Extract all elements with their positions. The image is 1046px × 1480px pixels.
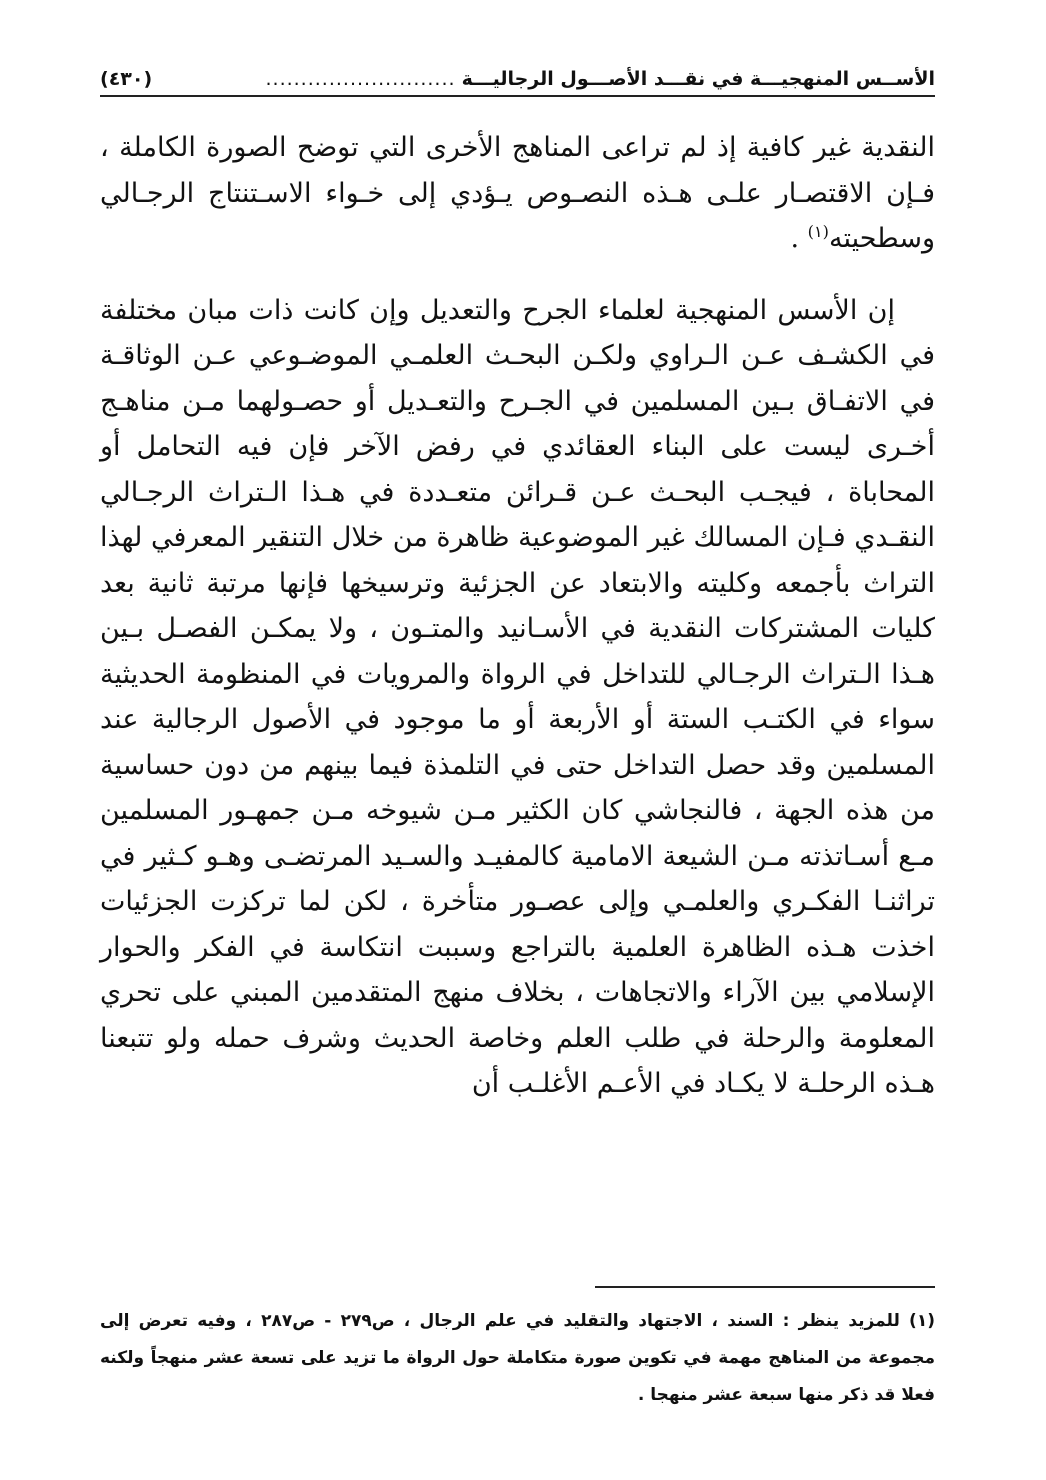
paragraph-1-text: النقدية غير كافية إذ لم تراعى المناهج الأخرى التي توضح الصورة الكاملة ، فـإن الاقتصـار علـى هـذه النصـوص يـؤدي إلى خـواء الاسـتنتاج الرجـالي وسطحيته [100, 132, 935, 254]
paragraph-1-end: . [790, 223, 808, 254]
running-header [100, 50, 935, 90]
paragraph-2: إن الأسس المنهجية لعلماء الجرح والتعديل وإن كانت ذات مبان مختلفة في الكشـف عـن الـراوي ولكـن البحـث العلمـي الموضـوعي عـن الوثاقـة في الاتفـاق بـين المسلمين في الجـرح والتعـديل أو حصـولهما مـن مناهـج أخـرى ليست على البناء العقائدي في رفض الآخر فإن فيه التحامل أو المحاباة ، فيجـب البحـث عـن قـرائن متعـددة في هـذا الـتراث الرجـالي النقـدي فـإن المسالك غير الموضوعية ظاهرة من خلال التنقير المعرفي لهذا التراث بأجمعه وكليته والابتعاد عن الجزئية وترسيخها فإنها مرتبة ثانية بعد كليات المشتركات النقدية في الأسـانيد والمتـون ، ولا يمكـن الفصـل بـين هـذا الـتراث الرجـالي للتداخل في الرواة والمرويات في المنظومة الحديثية سواء في الكتـب الستة أو الأربعة أو ما موجود في الأصول الرجالية عند المسلمين وقد حصل التداخل حتى في التلمذة فيما بينهم من دون حساسية من هذه الجهة ، فالنجاشي كان الكثير مـن شيوخه مـن جمهـور المسلمين مـع أسـاتذته مـن الشيعة الامامية كالمفيـد والسـيد المرتضـى وهـو كـثير في تراثنـا الفكـري والعلمـي وإلى عصـور متأخرة ، لكن لما تركزت الجزئيات اخذت هـذه الظاهرة العلمية بالتراجع وسببت انتكاسة في الفكر والحوار الإسلامي بين الآراء والاتجاهات ، بخلاف منهج المتقدمين المبني على تحري المعلومة والرحلة في طلب العلم وخاصة الحديث وشرف حمله ولو تتبعنا هـذه الرحلـة لا يكـاد في الأعـم الأغلـب أن [100, 294, 935, 1099]
footnote-divider [595, 1286, 935, 1288]
main-text [100, 125, 935, 1107]
header-title: الأســس المنهجيـــة في نقـــد الأصـــول الرجاليـــة [461, 68, 935, 90]
footnote-text: (١) للمزيد ينظر : السند ، الاجتهاد والتقليد في علم الرجال ، ص٢٧٩ - ص٢٨٧ ، وفيه تعرض إلى مجموعة من المناهج مهمة في تكوين صورة متكاملة حول الرواة ما تزيد على تسعة عشر منهجاً ولكنه فعلا قد ذكر منها سبعة عشر منهجا . [100, 1311, 935, 1405]
header-divider [100, 95, 935, 97]
paragraph-1 [100, 125, 935, 262]
footnote-reference[interactable]: (١) [807, 222, 829, 241]
footnote [100, 1303, 935, 1414]
page-number: (٤٣٠) [100, 68, 153, 90]
header-leader-dots: ........................... [265, 68, 456, 90]
